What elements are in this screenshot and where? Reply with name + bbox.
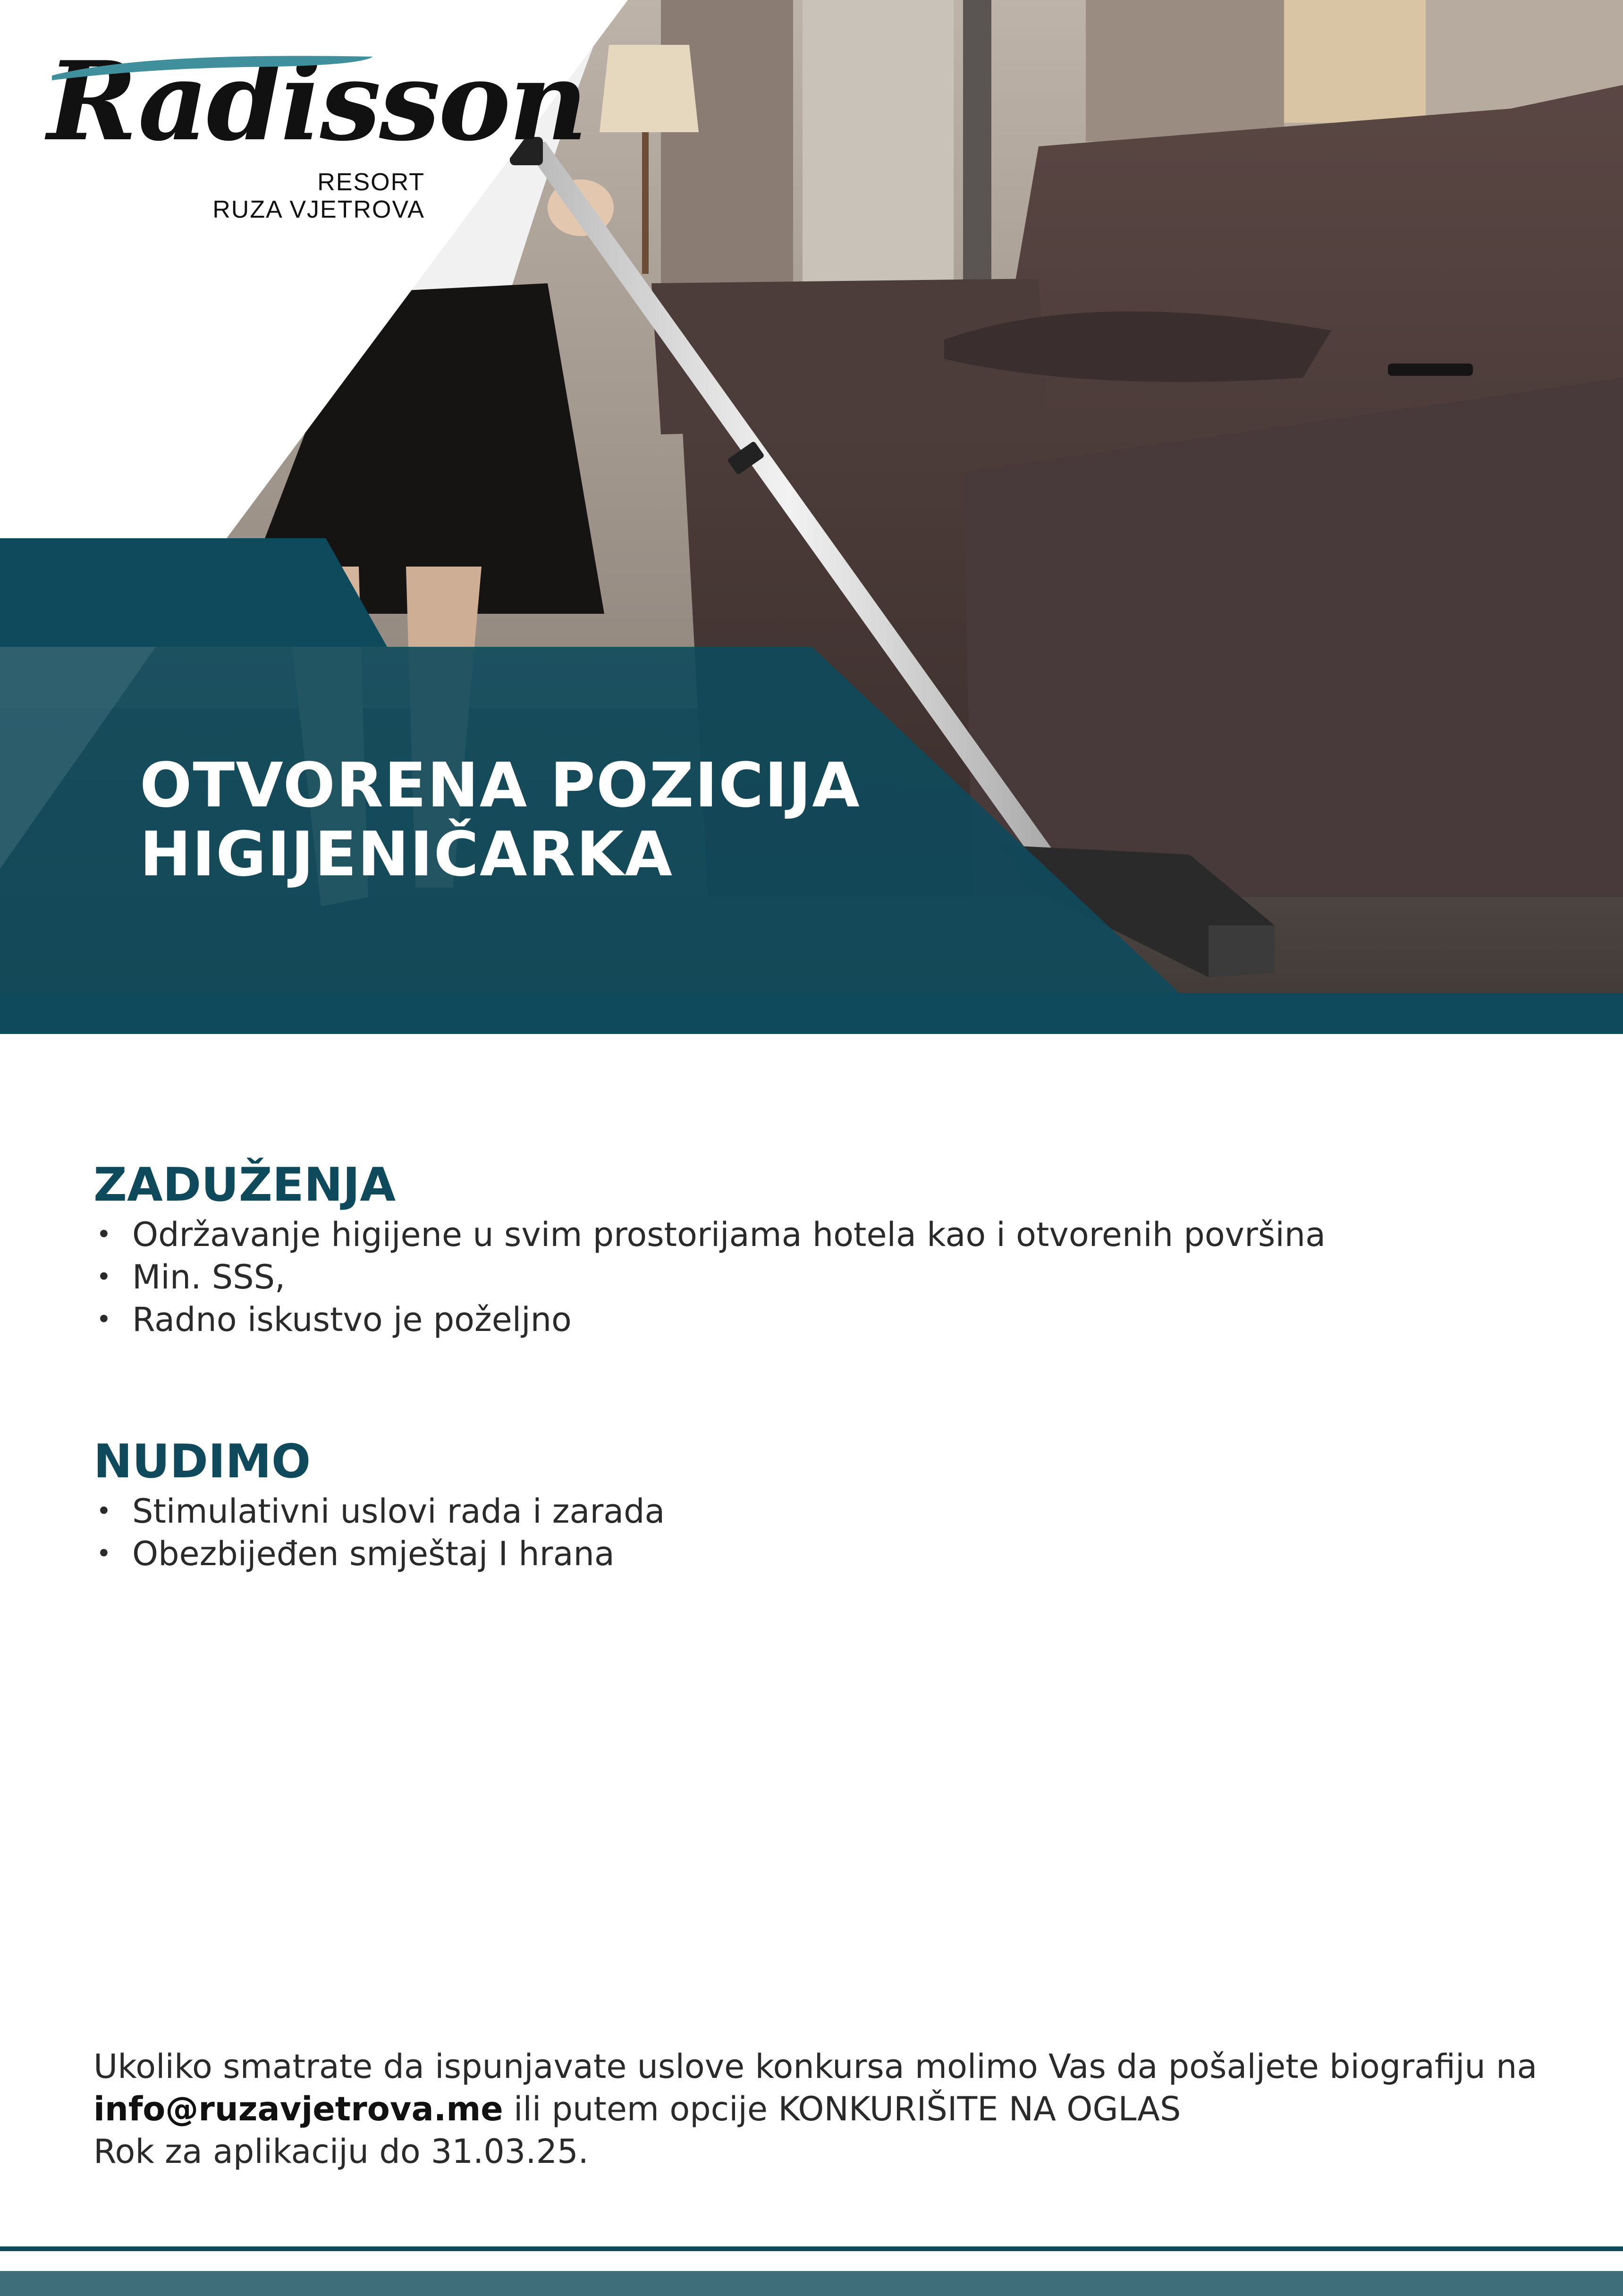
section-title: NUDIMO [93, 1435, 311, 1489]
page-title [140, 751, 861, 889]
hero-banner [0, 0, 1623, 1034]
list-item: • Stimulativni uslovi rada i zarada [93, 1490, 1533, 1533]
list-item: • Min. SSS, [93, 1256, 1533, 1298]
logo-subtitle-resort: RESORT [317, 169, 425, 196]
title-line-1: OTVORENA POZICIJA [140, 749, 861, 821]
bullet-list [93, 1213, 1533, 1341]
deadline-text: Rok za aplikaciju do 31.03.25. [93, 2132, 589, 2171]
email-link[interactable]: info@ruzavjetrova.me [93, 2090, 503, 2128]
radisson-logo [47, 38, 586, 227]
logo-wordmark: Radisson [47, 38, 586, 165]
title-line-2: HIGIJENIČARKA [140, 818, 674, 890]
list-item: • Održavanje higijene u svim prostorijama hotela kao i otvorenih površina [93, 1213, 1533, 1256]
section-responsibilities [93, 1157, 1533, 1341]
main-content [93, 1157, 1533, 1575]
footer-bar [0, 2271, 1623, 2296]
footer-divider [0, 2246, 1623, 2251]
list-item: • Obezbijeđen smještaj I hrana [93, 1533, 1533, 1575]
logo-swash [47, 47, 378, 85]
bullet-list [93, 1490, 1533, 1575]
list-item: • Radno iskustvo je poželjno [93, 1298, 1533, 1341]
logo-subtitle-location: RUZA VJETROVA [212, 196, 425, 223]
section-title: ZADUŽENJA [93, 1158, 396, 1212]
application-line-2 [93, 2088, 1557, 2130]
application-line-1: Ukoliko smatrate da ispunjavate uslove konkursa molimo Vas da pošaljete biografiju na [93, 2047, 1538, 2086]
section-offer [93, 1433, 1533, 1575]
application-line-2-rest: ili putem opcije KONKURIŠITE NA OGLAS [503, 2090, 1181, 2128]
application-info [93, 2045, 1557, 2173]
